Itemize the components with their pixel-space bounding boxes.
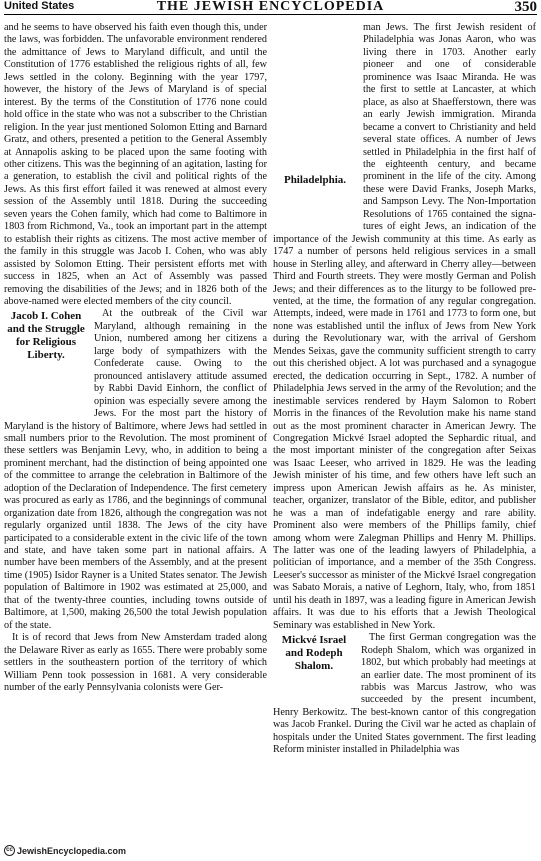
- running-header: [4, 0, 537, 15]
- sidenote-philadelphia: Philadelphia.: [283, 174, 347, 186]
- right-column: [273, 22, 536, 757]
- cc-icon: cc: [4, 845, 15, 856]
- paragraph: It is of record that Jews from New Amsterdam traded along the Delaware River as early as 1655. There were probably some settlers in the southeastern portion of the territory of which William Penn took possession in 1681. A very considerable number of the early Pennsylvania colonists were Ger-: [4, 632, 267, 694]
- header-section-title: United States: [4, 0, 75, 12]
- paragraph: At the outbreak of the Civil war Maryland, although remaining in the Union, numbered among her citizens a large body of sympathizers with the Confederate cause. Owing to the pronounced antislavery attitude assumed by Rabbi David Einhorn, the conflict of opinion was especially severe among the Jews. For the most part the history of Maryland is the history of Baltimore, where Jews had settled in small numbers prior to the Revolution. The most prominent of these settlers was Benjamin Levy, who, in addition to being a prominent merchant, had the distinction of being appointed one of the committee to arrange the celebration in Baltimore of the adoption of the Declaration of Independence. The first cemetery was procured as early as 1786, and the beginnings of communal organization date from 1826, although the congregation was not regularly organized until 1838. The Jews of the city have participated to a considerable extent in the civic life of the town and state, and have taken some part in national affairs. A number have been members of the Assembly, and at the present time (1905) Isidor Rayner is a United States senator. The Jewish population of Baltimore in 1902 was estimated at 25,000, and that of the twenty-three counties, including towns outside of Baltimore, at 1,500, making 26,500 the total Jewish population of the state.: [4, 308, 267, 631]
- paragraph: and he seems to have observed his faith even though this, under the laws, was forbidden. The unfavorable environment rendered the admittance of Jews to Maryland difficult, and until the Constitution of 1776 established the religious rights of all, few Jews settled in the colony. Beginning with the year 1797, however, the history of the Jews of Maryland is of special interest. By the terms of the Constitution of 1776 none could hold office in the state who was not a subscriber to the Christian religion. In the year just mentioned Solomon Etting and Barnard Gratz, and others, presented a petition to the General Assembly at Annapolis asking to be placed upon the same footing with other citizens. This was the beginning of an agitation, lasting for a generation, to establish the civil and political rights of the Jews. As this first effort failed it was renewed at almost every session of the Assembly until 1818. During the succeeding seven years the Cohen family, which had come to Baltimore in 1803 from Richmond, Va., took an important part in the attempt to establish their rights as citizens. The most active member of the family in this struggle was Jacob I. Cohen, who was ably assisted by Solomon Etting. Their persistent efforts met with success in 1825, when an Act of Assembly was passed removing the disabilities of the Jews; and in 1826 both of the above-named were elected members of the city council.: [4, 22, 267, 307]
- source-watermark: [4, 845, 126, 856]
- header-publication-title: THE JEWISH ENCYCLOPEDIA: [156, 0, 385, 14]
- paragraph: The first German congregation was the Rodeph Shalom, which was organized in 1802, but which probably had meetings at an earlier date. The most prominent of its rabbis was Marcus Jastrow, who was succeeded by the present incumbent, Henry Berkowitz. The best-known cantor of this congregation was Jacob Frankel. During the Civil war he acted as chaplain of hospitals under the United States government. The first leading Reform minister installed in Philadelphia was: [273, 632, 536, 756]
- paragraph: man Jews. The first Jewish resident of Philadelphia was Jonas Aaron, who was living there in 1703. Another early pioneer and one of considerable prominence was Isaac Miranda. He was the first to settle at Lancaster, at which place, as also at Shaefferstown, there was an early Jewish immigration. Miranda became a convert to Christianity and held several state offices. A number of Jews settled in Philadelphia in the first half of the eighteenth century, and became prominent in the life of the city. Among these were David Franks, Joseph Marks, and Sampson Levy. The Non-Importation Resolutions of 1765 contained the signatures of eight Jews, an indication of the importance of the Jewish community at this time. As early as 1747 a number of persons held religious services in a small house in Sterling alley, and afterward in Cherry alley—between Third and Fourth streets. They were mostly German and Polish Jews; and their differences as to the liturgy to be followed prevented, at the time, the formation of any regular congregation. Attempts, indeed, were made in 1761 and 1773 to form one, but none was established until the influx of Jews from New York during the Revolutionary war, with the arrival of Gershom Mendes Seixas, gave the community sufficient strength to carry out this cherished object. A lot was purchased and a synagogue erected, the dedication occurring in Sept., 1782. A number of Philadelphia Jews served in the army of the Revolution; and the inestimable services rendered by Haym Salomon to Robert Morris in the finances of the Revolution make his name stand out as the most prominent character in American Jewry. The Congregation Mickvé Israel adopted the Sephardic ritual, and the most important minister of the congregation after Seixas was Isaac Leeser, who arrived in 1829. He was the leading Jewish minister of his time, and few others have left such an impress upon American Jewish affairs as he. As minister, teacher, organizer, translator of the Bible, editor, and publisher he was a man of indefatigable energy and rare ability. Prominent also were members of the Phillips family, chief among whom were Zalegman Phillips and Henry M. Phillips. The latter was one of the leading lawyers of Philadelphia, a politician of importance, and a member of the 35th Congress. Leeser's successor as minister of the Mickvé Israel congregation was Sabato Morais, a native of Leghorn, Italy, who, from 1851 until his death in 1897, was a leading figure in American Jewish affairs. It was due to his efforts that a Jewish Theological Seminary was established in New York.: [273, 22, 536, 631]
- left-column: [4, 22, 267, 694]
- watermark-text: JewishEncyclopedia.com: [17, 845, 127, 856]
- page-number: 350: [514, 0, 537, 15]
- sidenote-mickve-israel: Mickvé Israel and Rodeph Shalom.: [281, 634, 347, 673]
- sidenote-jacob-cohen: Jacob I. Cohen and the Struggle for Religious Liberty.: [7, 310, 85, 362]
